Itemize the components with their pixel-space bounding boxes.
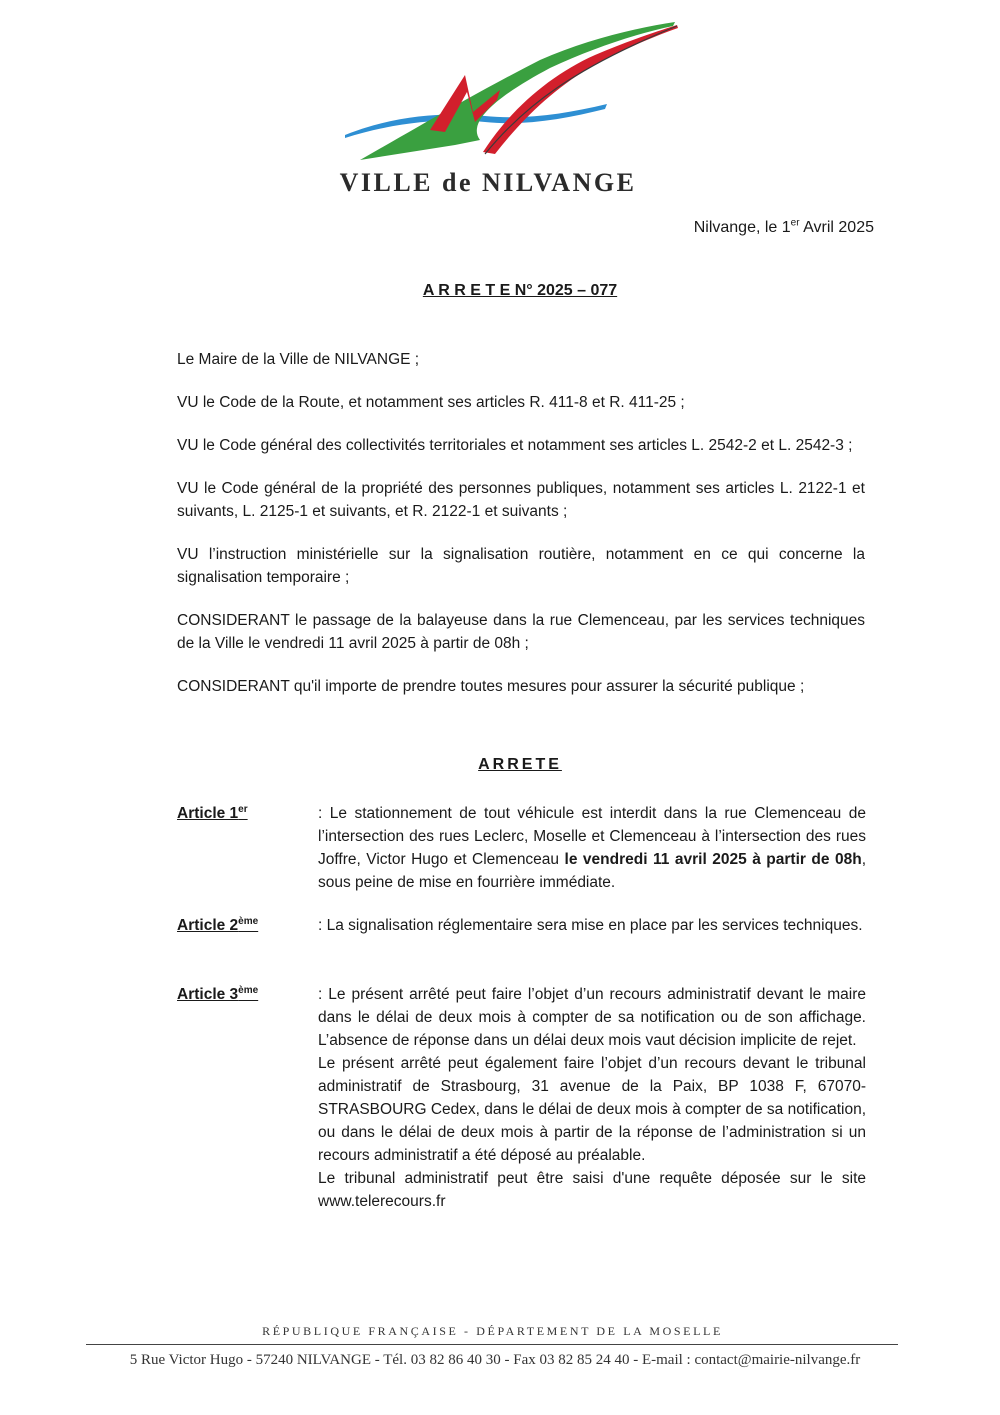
- footer-republique: RÉPUBLIQUE FRANÇAISE - DÉPARTEMENT DE LA MOSELLE: [262, 1324, 723, 1338]
- footer-divider: [86, 1344, 898, 1345]
- town-name: VILLE de NILVANGE: [339, 168, 637, 197]
- date-superscript: er: [790, 217, 800, 229]
- article-text: [318, 802, 866, 894]
- decision-heading: ARRETE: [478, 756, 562, 773]
- article-text: [318, 983, 866, 1213]
- article-paragraph: : Le présent arrêté peut faire l’objet d’un recours administratif devant le maire dans le délai de deux mois à compter de sa notification ou de son affichage. L’absence de réponse dans un délai deux mois vaut décision implicite de rejet.: [318, 986, 866, 1049]
- preamble-paragraph: VU le Code général des collectivités territoriales et notamment ses articles L. 2542-2 et L. 2542-3 ;: [177, 437, 853, 454]
- preamble-paragraph: VU le Code général de la propriété des personnes publiques, notamment ses articles L. 2122-1 et suivants, L. 2125-1 et suivants, et R. 2122-1 et suivants ;: [177, 480, 865, 520]
- article-label-sup: ème: [238, 984, 259, 996]
- article-label-text: Article 3: [177, 986, 239, 1003]
- preamble-paragraph: CONSIDERANT le passage de la balayeuse dans la rue Clemenceau, par les services techniques de la Ville le vendredi 11 avril 2025 à partir de 08h ;: [177, 612, 865, 652]
- article-paragraph: Le présent arrêté peut également faire l’objet d’un recours devant le tribunal administratif de Strasbourg, 31 avenue de la Paix, BP 1038 F, 67070- STRASBOURG Cedex, dans le délai de deux mois à compter de sa notification, ou dans le délai de deux mois à partir de la réponse de l’administration si un recours administratif a été déposé au préalable.: [318, 1055, 866, 1164]
- decree-title: A R R E T E N° 2025 – 077: [422, 282, 618, 299]
- article-label-text: Article 1: [177, 805, 239, 822]
- article-2: [177, 914, 866, 937]
- date-line: [694, 219, 874, 237]
- town-logo: [335, 20, 680, 165]
- preamble-paragraph: VU l’instruction ministérielle sur la signalisation routière, notamment en ce qui concerne la signalisation temporaire ;: [177, 546, 865, 586]
- date-prefix: Nilvange, le 1: [693, 219, 791, 236]
- article-text-end: , sous peine de mise en fourrière immédiate.: [318, 851, 866, 891]
- preamble-paragraph: CONSIDERANT qu'il importe de prendre toutes mesures pour assurer la sécurité publique ;: [177, 678, 805, 695]
- article-text-bold: le vendredi 11 avril 2025 à partir de 08h: [564, 851, 862, 868]
- preamble: [177, 348, 865, 718]
- article-3: [177, 983, 866, 1213]
- article-text: : La signalisation réglementaire sera mise en place par les services techniques.: [318, 917, 863, 934]
- preamble-paragraph: Le Maire de la Ville de NILVANGE ;: [177, 351, 420, 368]
- footer-address: 5 Rue Victor Hugo - 57240 NILVANGE - Tél. 03 82 86 40 30 - Fax 03 82 85 24 40 - E-mail : contact@mairie-nilvange.fr: [129, 1352, 861, 1368]
- article-paragraph: Le tribunal administratif peut être saisi d'une requête déposée sur le site www.telerecours.fr: [318, 1170, 866, 1210]
- article-label: [177, 914, 258, 937]
- article-label-text: Article 2: [177, 917, 239, 934]
- article-label-sup: ème: [238, 915, 259, 927]
- article-text-start: : Le stationnement de tout véhicule est interdit dans la rue Clemenceau de l’intersection des rues Leclerc, Moselle et Clemenceau à l’intersection des rues Joffre, Victor Hugo et Clemenceau: [318, 805, 866, 868]
- article-1: [177, 802, 866, 894]
- date-suffix: Avril 2025: [799, 219, 874, 236]
- article-label: [177, 802, 248, 825]
- article-label: [177, 983, 258, 1006]
- article-label-sup: er: [238, 803, 248, 815]
- preamble-paragraph: VU le Code de la Route, et notamment ses articles R. 411-8 et R. 411-25 ;: [177, 394, 685, 411]
